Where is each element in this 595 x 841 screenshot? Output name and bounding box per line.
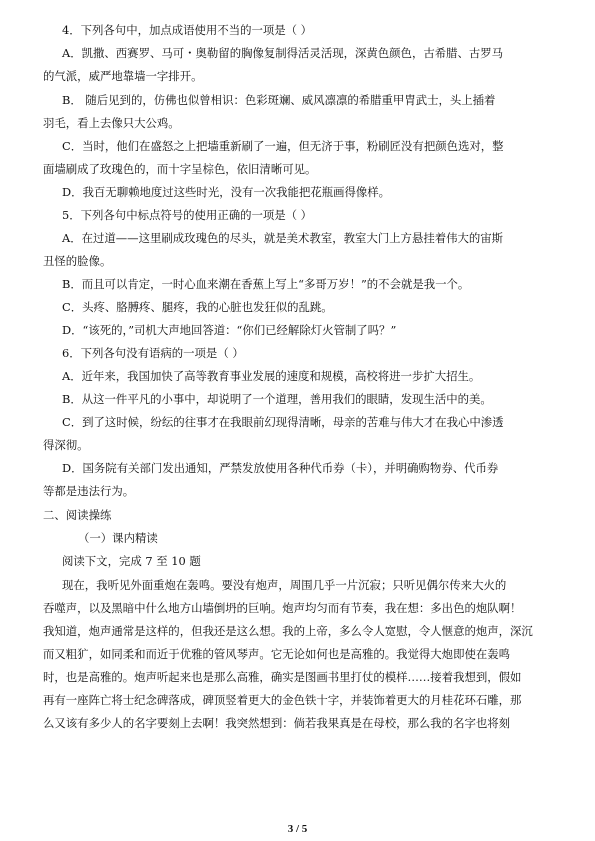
reading-instruction: 阅读下文，完成 7 至 10 题 <box>62 554 201 568</box>
q4-option-c-cont: 面墙刷成了玫瑰色的，而十字呈棕色，依旧清晰可见。 <box>43 162 317 176</box>
q4-option-d: D．我百无聊赖地度过这些时光，没有一次我能把花瓶画得像样。 <box>62 185 391 199</box>
q5-option-a: A．在过道——这里刷成玫瑰色的尽头，就是美术教室，教室大门上方悬挂着伟大的宙斯 <box>62 231 504 245</box>
section-heading: 二、阅读操练 <box>43 508 112 522</box>
q4-option-b-cont: 羽毛，看上去像只大公鸡。 <box>43 116 180 130</box>
q4-option-c: C．当时，他们在盛怒之上把墙重新刷了一遍，但无济于事，粉刷匠没有把颜色选对，整 <box>62 139 504 153</box>
q6-option-a: A．近年来，我国加快了高等教育事业发展的速度和规模，高校将进一步扩大招生。 <box>62 369 481 383</box>
page-number: 3 / 5 <box>287 823 308 835</box>
q6-option-d-cont: 等都是违法行为。 <box>43 484 135 498</box>
q5-option-a-cont: 丑怪的脸像。 <box>43 254 112 268</box>
q5-option-b: B．而且可以肯定，一时心血来潮在香蕉上写上“多哥万岁！”的不会就是我一个。 <box>62 277 470 291</box>
q5-stem: 5．下列各句中标点符号的使用正确的一项是（ ） <box>62 208 313 222</box>
q4-option-a-cont: 的气派，威严地靠墙一字排开。 <box>43 69 203 83</box>
passage-line-2: 吞噬声，以及黑暗中什么地方山墙倒坍的巨响。炮声均匀而有节奏，我在想：多出色的炮队啊！ <box>43 601 522 615</box>
q6-option-c-cont: 得深彻。 <box>43 438 89 452</box>
q6-option-d: D．国务院有关部门发出通知，严禁发放使用各种代币券（卡），并明确购物券、代币券 <box>62 461 499 475</box>
q4-option-a: A．凯撒、西赛罗、马可・奥勒留的胸像复制得活灵活现，深黄色颜色，古希腊、古罗马 <box>62 46 504 60</box>
passage-line-6: 再有一座阵亡将士纪念碑落成，碑顶竖着更大的金色铁十字，并装饰着更大的月桂花环石雕，那 <box>43 693 522 707</box>
q6-stem: 6．下列各句没有语病的一项是（ ） <box>62 346 244 360</box>
passage-line-1: 现在，我听见外面重炮在轰鸣。要没有炮声，周围几乎一片沉寂；只听见偶尔传来大火的 <box>62 578 507 592</box>
q6-option-c: C．到了这时候，纷纭的往事才在我眼前幻现得清晰，母亲的苦难与伟大才在我心中渗透 <box>62 415 504 429</box>
q4-option-b: B． 随后见到的，仿佛也似曾相识：色彩斑斓、威风凛凛的希腊重甲胄武士，头上插着 <box>62 93 496 107</box>
passage-line-3: 我知道，炮声通常是这样的，但我还是这么想。我的上帝，多么令人宽慰，令人惬意的炮声，深沉 <box>43 624 533 638</box>
passage-line-7: 么又该有多少人的名字要刻上去啊！我突然想到：倘若我果真是在母校，那么我的名字也将刻 <box>43 716 511 730</box>
subsection-heading: （一）课内精读 <box>78 531 158 545</box>
passage-line-5: 时，也是高雅的。炮声听起来也是那么高雅，确实是图画书里打仗的模样……接着我想到，假如 <box>43 670 522 684</box>
passage-line-4: 而又粗犷，如同柔和而近于优雅的管风琴声。它无论如何也是高雅的。我觉得大炮即使在轰鸣 <box>43 647 511 661</box>
q5-option-c: C．头疼、胳膊疼、腿疼，我的心脏也发狂似的乱跳。 <box>62 300 333 314</box>
q4-stem: 4．下列各句中，加点成语使用不当的一项是（ ） <box>62 23 313 37</box>
q5-option-d: D．“该死的，”司机大声地回答道：“你们已经解除灯火管制了吗？” <box>62 323 397 337</box>
q6-option-b: B．从这一件平凡的小事中，却说明了一个道理，善用我们的眼睛，发现生活中的美。 <box>62 392 492 406</box>
